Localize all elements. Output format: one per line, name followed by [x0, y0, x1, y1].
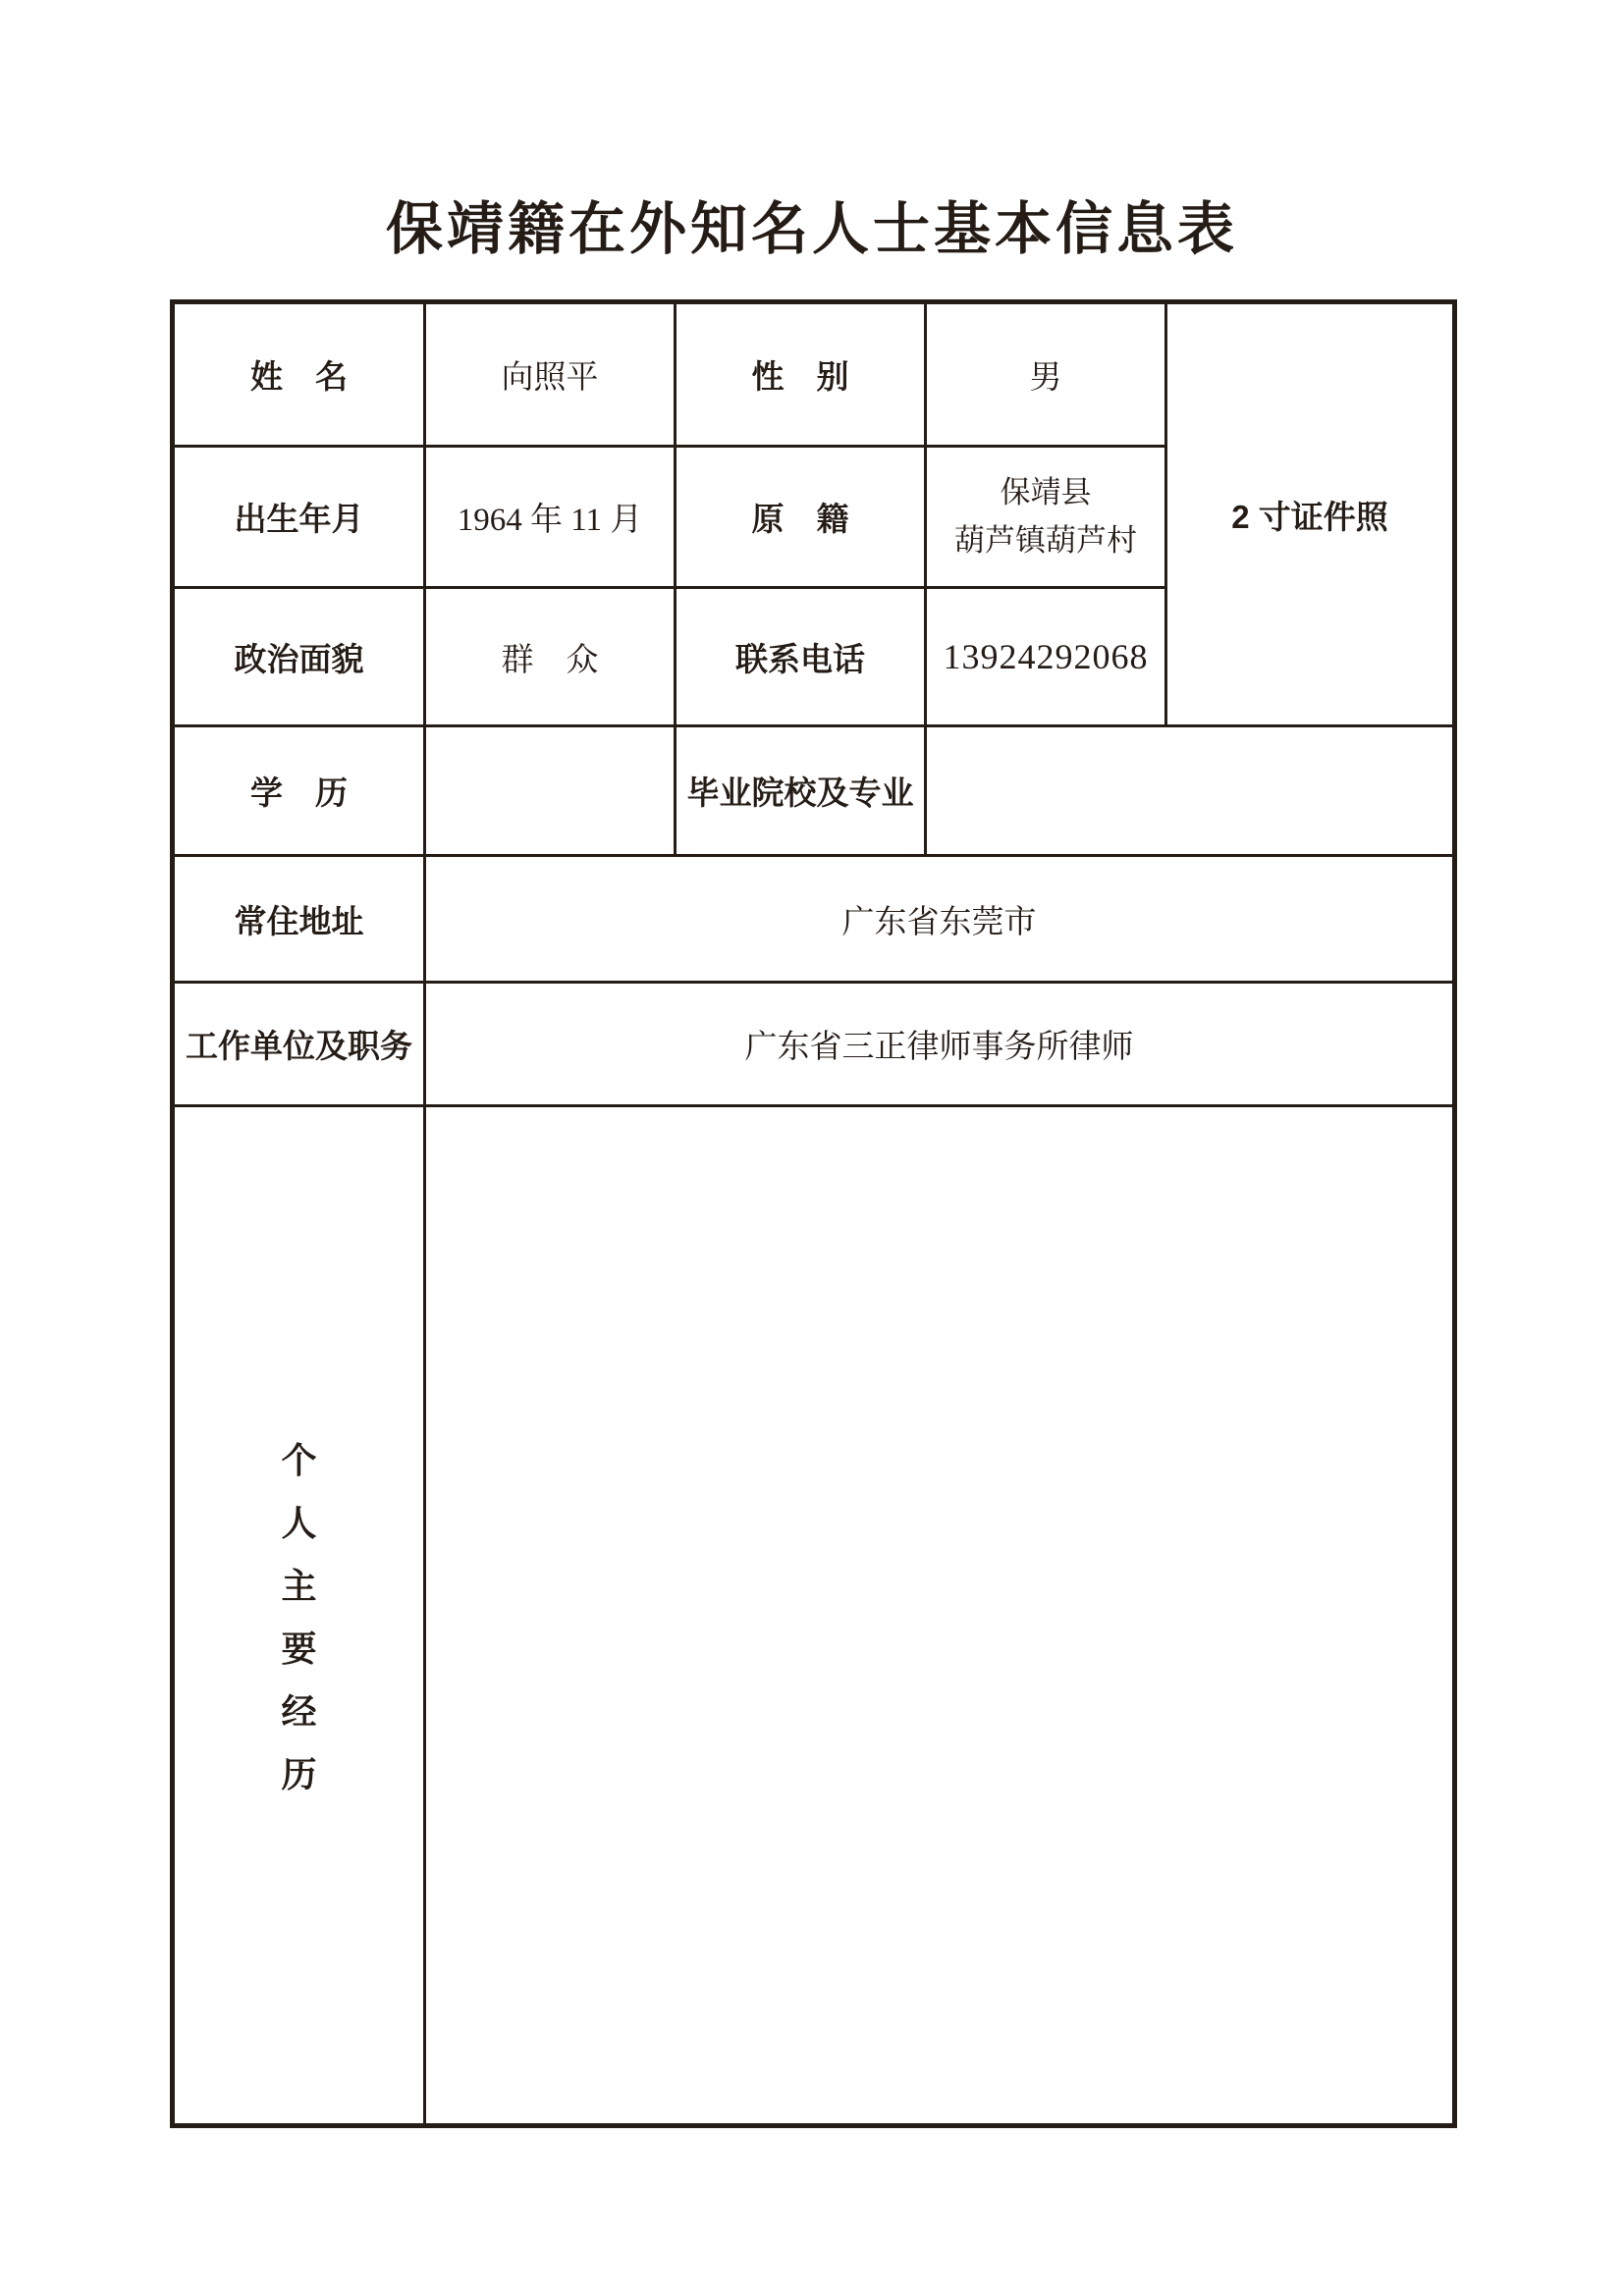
- gender-label: 性 别: [676, 302, 926, 447]
- birthdate-value: 1964 年 11 月: [425, 447, 676, 588]
- experience-char-1: 个: [281, 1440, 317, 1480]
- experience-char-6: 历: [281, 1754, 317, 1794]
- experience-char-5: 经: [281, 1691, 317, 1732]
- birthdate-label: 出生年月: [173, 447, 425, 588]
- row-address: [173, 856, 1455, 983]
- experience-char-4: 要: [281, 1629, 317, 1669]
- school-major-label: 毕业院校及专业: [676, 726, 926, 856]
- experience-char-3: 主: [281, 1566, 317, 1606]
- row-education-school: [173, 726, 1455, 856]
- experience-char-2: 人: [281, 1503, 317, 1543]
- work-unit-label: 工作单位及职务: [173, 983, 425, 1106]
- phone-label: 联系电话: [676, 588, 926, 726]
- name-value: 向照平: [425, 302, 676, 447]
- address-value: 广东省东莞市: [425, 856, 1455, 983]
- origin-value-line1: 保靖县: [1000, 475, 1092, 510]
- political-status-label: 政治面貌: [173, 588, 425, 726]
- phone-value: 13924292068: [926, 588, 1166, 726]
- name-label: 姓 名: [173, 302, 425, 447]
- work-unit-value: 广东省三正律师事务所律师: [425, 983, 1455, 1106]
- photo-placeholder: 2 寸证件照: [1166, 302, 1455, 726]
- row-work-position: [173, 983, 1455, 1106]
- political-status-value: 群 众: [425, 588, 676, 726]
- experience-label-vertical-text: [175, 1433, 423, 1797]
- row-name-gender: [173, 302, 1455, 447]
- info-table: [170, 299, 1457, 2128]
- education-value: [425, 726, 676, 856]
- experience-label: [173, 1106, 425, 2126]
- form-title: 保靖籍在外知名人士基本信息表: [385, 197, 1238, 261]
- address-label: 常住地址: [173, 856, 425, 983]
- origin-label: 原 籍: [676, 447, 926, 588]
- row-personal-experience: [173, 1106, 1455, 2126]
- origin-value: [926, 447, 1166, 588]
- gender-value: 男: [926, 302, 1166, 447]
- education-label: 学 历: [173, 726, 425, 856]
- experience-value: [425, 1106, 1455, 2126]
- origin-value-line2: 葫芦镇葫芦村: [954, 522, 1137, 558]
- school-major-value: [926, 726, 1455, 856]
